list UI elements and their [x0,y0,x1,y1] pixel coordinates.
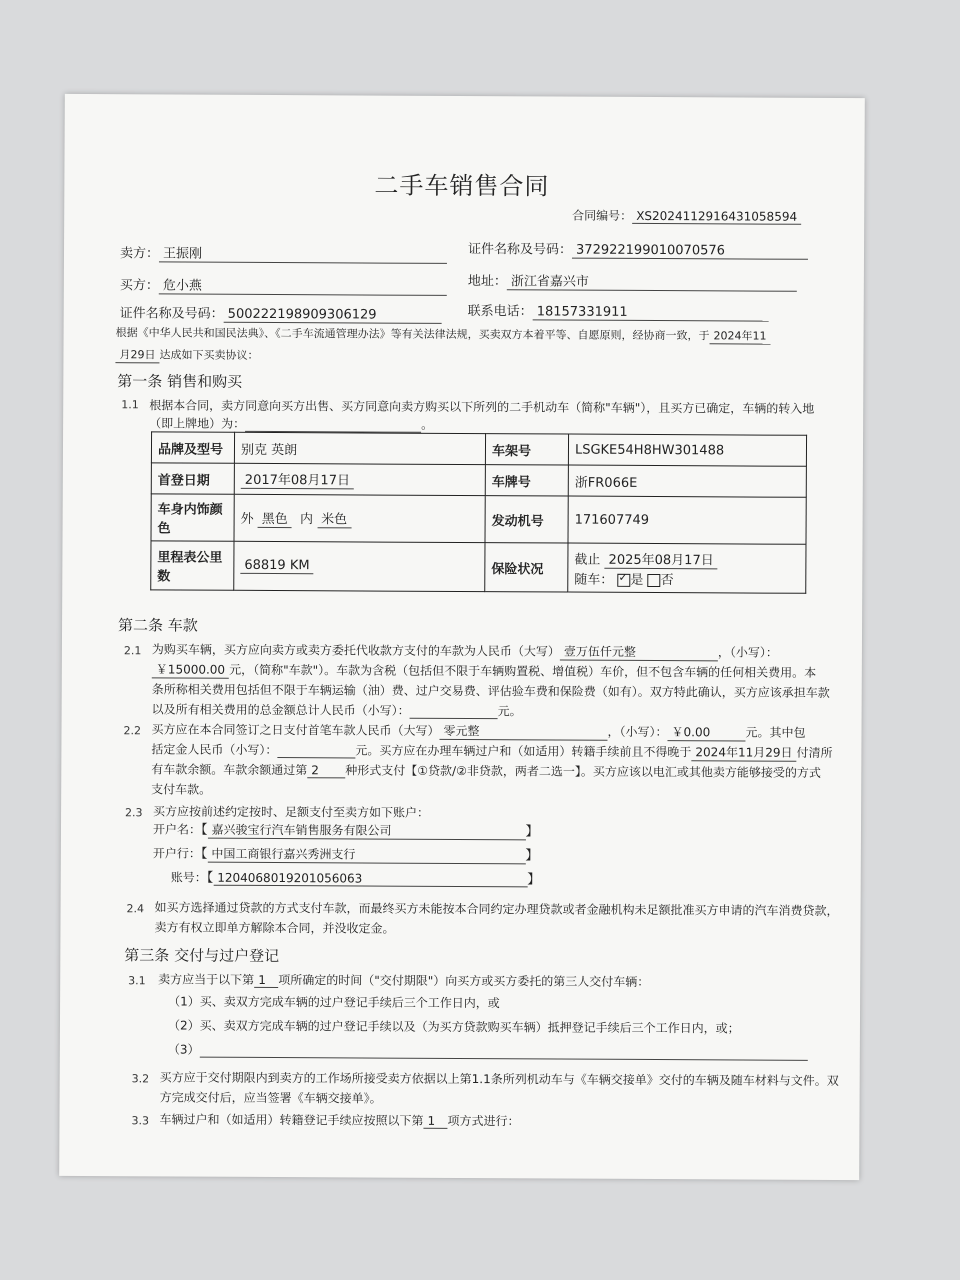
clause-3-3-line1: 车辆过户和（如适用）转籍登记手续应按照以下第 1 项方式进行： [159,1112,520,1129]
section-1-title: 第一条 销售和购买 [117,372,243,391]
contract-number-label: 合同编号： [572,208,633,223]
address-value: 浙江省嘉兴市 [507,270,797,292]
preamble-line2: 月29日 达成如下买卖协议： [115,346,258,364]
clause-2-2-line2: 括定金人民币（小写）： 元。买方应在办理车辆过户和（如适用）转籍手续前且不得晚于 2024年11月29日 付清所 [151,742,833,760]
price-amount: ￥15000.00 [152,660,229,678]
buyer-label: 买方： [119,278,159,294]
section-3-title: 第三条 交付与过户登记 [124,946,280,966]
document-title: 二手车销售合同 [374,171,550,201]
table-row [151,463,806,497]
contract-number [572,207,801,225]
table-header-cell: 发动机号 [485,496,568,543]
clause-2-4-line1: 如买方选择通过贷款的方式支付车款，而最终买方未能按本合同约定办理贷款或者金融机构未足额批准买方申请的汽车消费贷款， [154,900,839,918]
seller-id-label: 证件名称及号码： [467,242,573,258]
bank-value: 中国工商银行嘉兴秀洲支行 [207,845,525,865]
clause-2-2-line4: 支付车款。 [151,782,212,797]
buyer-id-label: 证件名称及号码： [119,306,224,322]
clause-number: 2.1 [123,644,142,658]
delivery-option-choice: 1 [254,973,278,988]
address-label: 地址： [467,274,507,290]
account-value: 1204068019201056063 [213,871,527,888]
section-2-title: 第二条 车款 [118,616,198,635]
bank-account-name-value: 嘉兴骏宝行汽车销售服务有限公司 [207,821,525,841]
buyer-value: 危小燕 [159,274,447,296]
exterior-color: 黑色 [258,508,292,528]
clause-number: 2.2 [123,724,142,738]
clause-3-2-line2: 方完成交付后，应当签署《车辆交接单》。 [159,1090,382,1106]
vehicle-info-table [150,431,807,593]
clause-3-1-line1: 卖方应当于以下第 1 项所确定的时间（"交付期限"）向买方或买方委托的第三人交付车辆： [158,972,650,989]
preamble-line1: 根据《中华人民共和国民法典》、《二手车流通管理办法》等有关法律法规，买卖双方本着平等、自愿原则，经协商一致，于 2024年11 [116,324,771,344]
first-payment-amount: ￥0.00 [667,723,745,741]
clause-2-2-line1: 买方应在本合同签订之日支付首笔车款人民币（大写） 零元整 ，（小写）： ￥0.00 元。其中包 [151,722,806,740]
clause-3-1-option1: （1）买、卖双方完成车辆的过户登记手续后三个工作日内，或 [168,994,500,1011]
clause-1-1-line2: （即上牌地）为： 。 [149,416,434,432]
table-header-cell: 首登日期 [151,463,234,494]
table-row [151,432,806,466]
bank-account-name-row: 开户名：【 嘉兴骏宝行汽车销售服务有限公司 】 [152,822,539,840]
seller-id-value: 372922199010070576 [572,243,808,260]
preamble-date: 2024年11 [710,327,771,344]
table-row [151,494,806,544]
first-payment-in-words: 零元整 [439,722,607,741]
seller-id-row [468,238,808,260]
table-header-cell: 保险状况 [485,543,568,592]
table-header-cell: 品牌及型号 [151,432,234,463]
phone-value: 18157331911 [533,304,769,321]
clause-2-3-text: 买方应按前述约定按时、足额支付至卖方如下账户： [153,804,430,820]
color-cell: 外 黑色 内 米色 [234,494,485,542]
reg-date-cell [234,463,485,495]
buyer-id-row [120,302,442,324]
insurance-cell: 截止 2025年08月17日 随车： ✓ 是 否 [568,543,806,593]
checkbox-no[interactable] [648,573,661,586]
clause-2-4-line2: 卖方有权立即单方解除本合同，并没收定金。 [154,920,395,936]
clause-3-1-option3: （3） [168,1040,808,1060]
table-header-cell: 里程表公里数 [151,541,234,590]
account-row: 账号：【 1204068019201056063 】 [170,870,541,888]
contract-number-value: XS2024112916431058594 [632,209,801,225]
clause-number: 3.2 [131,1072,150,1086]
bank-row: 开户行：【 中国工商银行嘉兴秀洲支行 】 [152,846,539,864]
clause-1-1-line1: 根据本合同，卖方同意向买方出售、买方同意向卖方购买以下所列的二手机动车（简称"车辆"），且买方已确定，车辆的转入地 [149,398,815,416]
buyer-row [120,274,447,296]
account-label: 账号： [170,870,207,885]
transfer-option-choice: 1 [423,1114,447,1129]
payment-method: 2 [307,763,345,778]
clause-number: 3.1 [128,974,146,988]
buyer-id-value: 500222198909306129 [224,307,442,324]
clause-number: 1.1 [121,398,139,412]
clause-number: 2.3 [125,806,143,820]
bank-account-name-label: 开户名： [152,822,202,837]
table-row [151,541,806,593]
contract-paper [59,94,865,1180]
seller-value: 王振刚 [159,242,447,264]
mileage-cell [234,541,485,591]
clause-3-2-line1: 买方应于交付期限内到卖方的工作场所接受卖方依据以上第1.1条所列机动车与《车辆交接单》交付的车辆及随车材料与文件。双 [159,1070,839,1088]
seller-label: 卖方： [119,246,160,262]
clause-2-2-line3: 有车款余额。车款余额通过第 2 种形式支付【①贷款/②非贷款，两者二选一】。买方应该以电汇或其他卖方能够接受的方式 [151,762,821,780]
reg-date-value: 2017年08月17日 [241,469,354,490]
mileage-value: 68819 KM [240,558,313,574]
address-row [468,270,797,292]
payment-deadline: 2024年11月29日 [691,743,796,762]
checkbox-yes[interactable] [617,573,630,586]
phone-row [468,300,769,322]
phone-label: 联系电话： [467,304,533,320]
plate-value: 浙FR066E [568,465,806,497]
clause-3-1-option2: （2）买、卖双方完成车辆的过户登记手续以及（为买方贷款购买车辆）抵押登记手续后三个工作日内，或； [167,1018,740,1036]
brand-value: 别克 英朗 [234,432,485,464]
table-header-cell: 车牌号 [485,465,568,496]
vin-value: LSGKE54H8HW301488 [568,434,806,466]
table-header-cell: 车身内饰颜色 [151,494,234,541]
insurance-until-value: 2025年08月17日 [605,548,718,569]
clause-number: 3.3 [131,1114,149,1128]
clause-2-1-line1: 为购买车辆，买方应向卖方或卖方委托代收款方支付的车款为人民币（大写） 壹万伍仟元整 ，（小写）： [151,642,778,660]
interior-color: 米色 [317,508,351,528]
clause-2-1-line4: 以及所有相关费用的总金额总计人民币（小写）： 元。 [151,702,522,719]
engine-value: 171607749 [568,496,806,544]
clause-number: 2.4 [126,902,145,916]
clause-2-1-line2: ￥15000.00 元，（简称"车款"）。车款为含税（包括但不限于车辆购置税、增值税）车价，但不包含车辆的任何相关费用。本 [152,660,816,681]
table-header-cell: 车架号 [485,434,568,465]
bank-label: 开户行： [152,846,201,861]
seller-row [120,242,447,264]
clause-2-1-line3: 条所称相关费用包括但不限于车辆运输（油）费、过户交易费、评估验车费和保险费（如有）。双方特此确认，买方应该承担车款 [151,682,830,700]
price-in-words: 壹万伍仟元整 [560,643,718,662]
